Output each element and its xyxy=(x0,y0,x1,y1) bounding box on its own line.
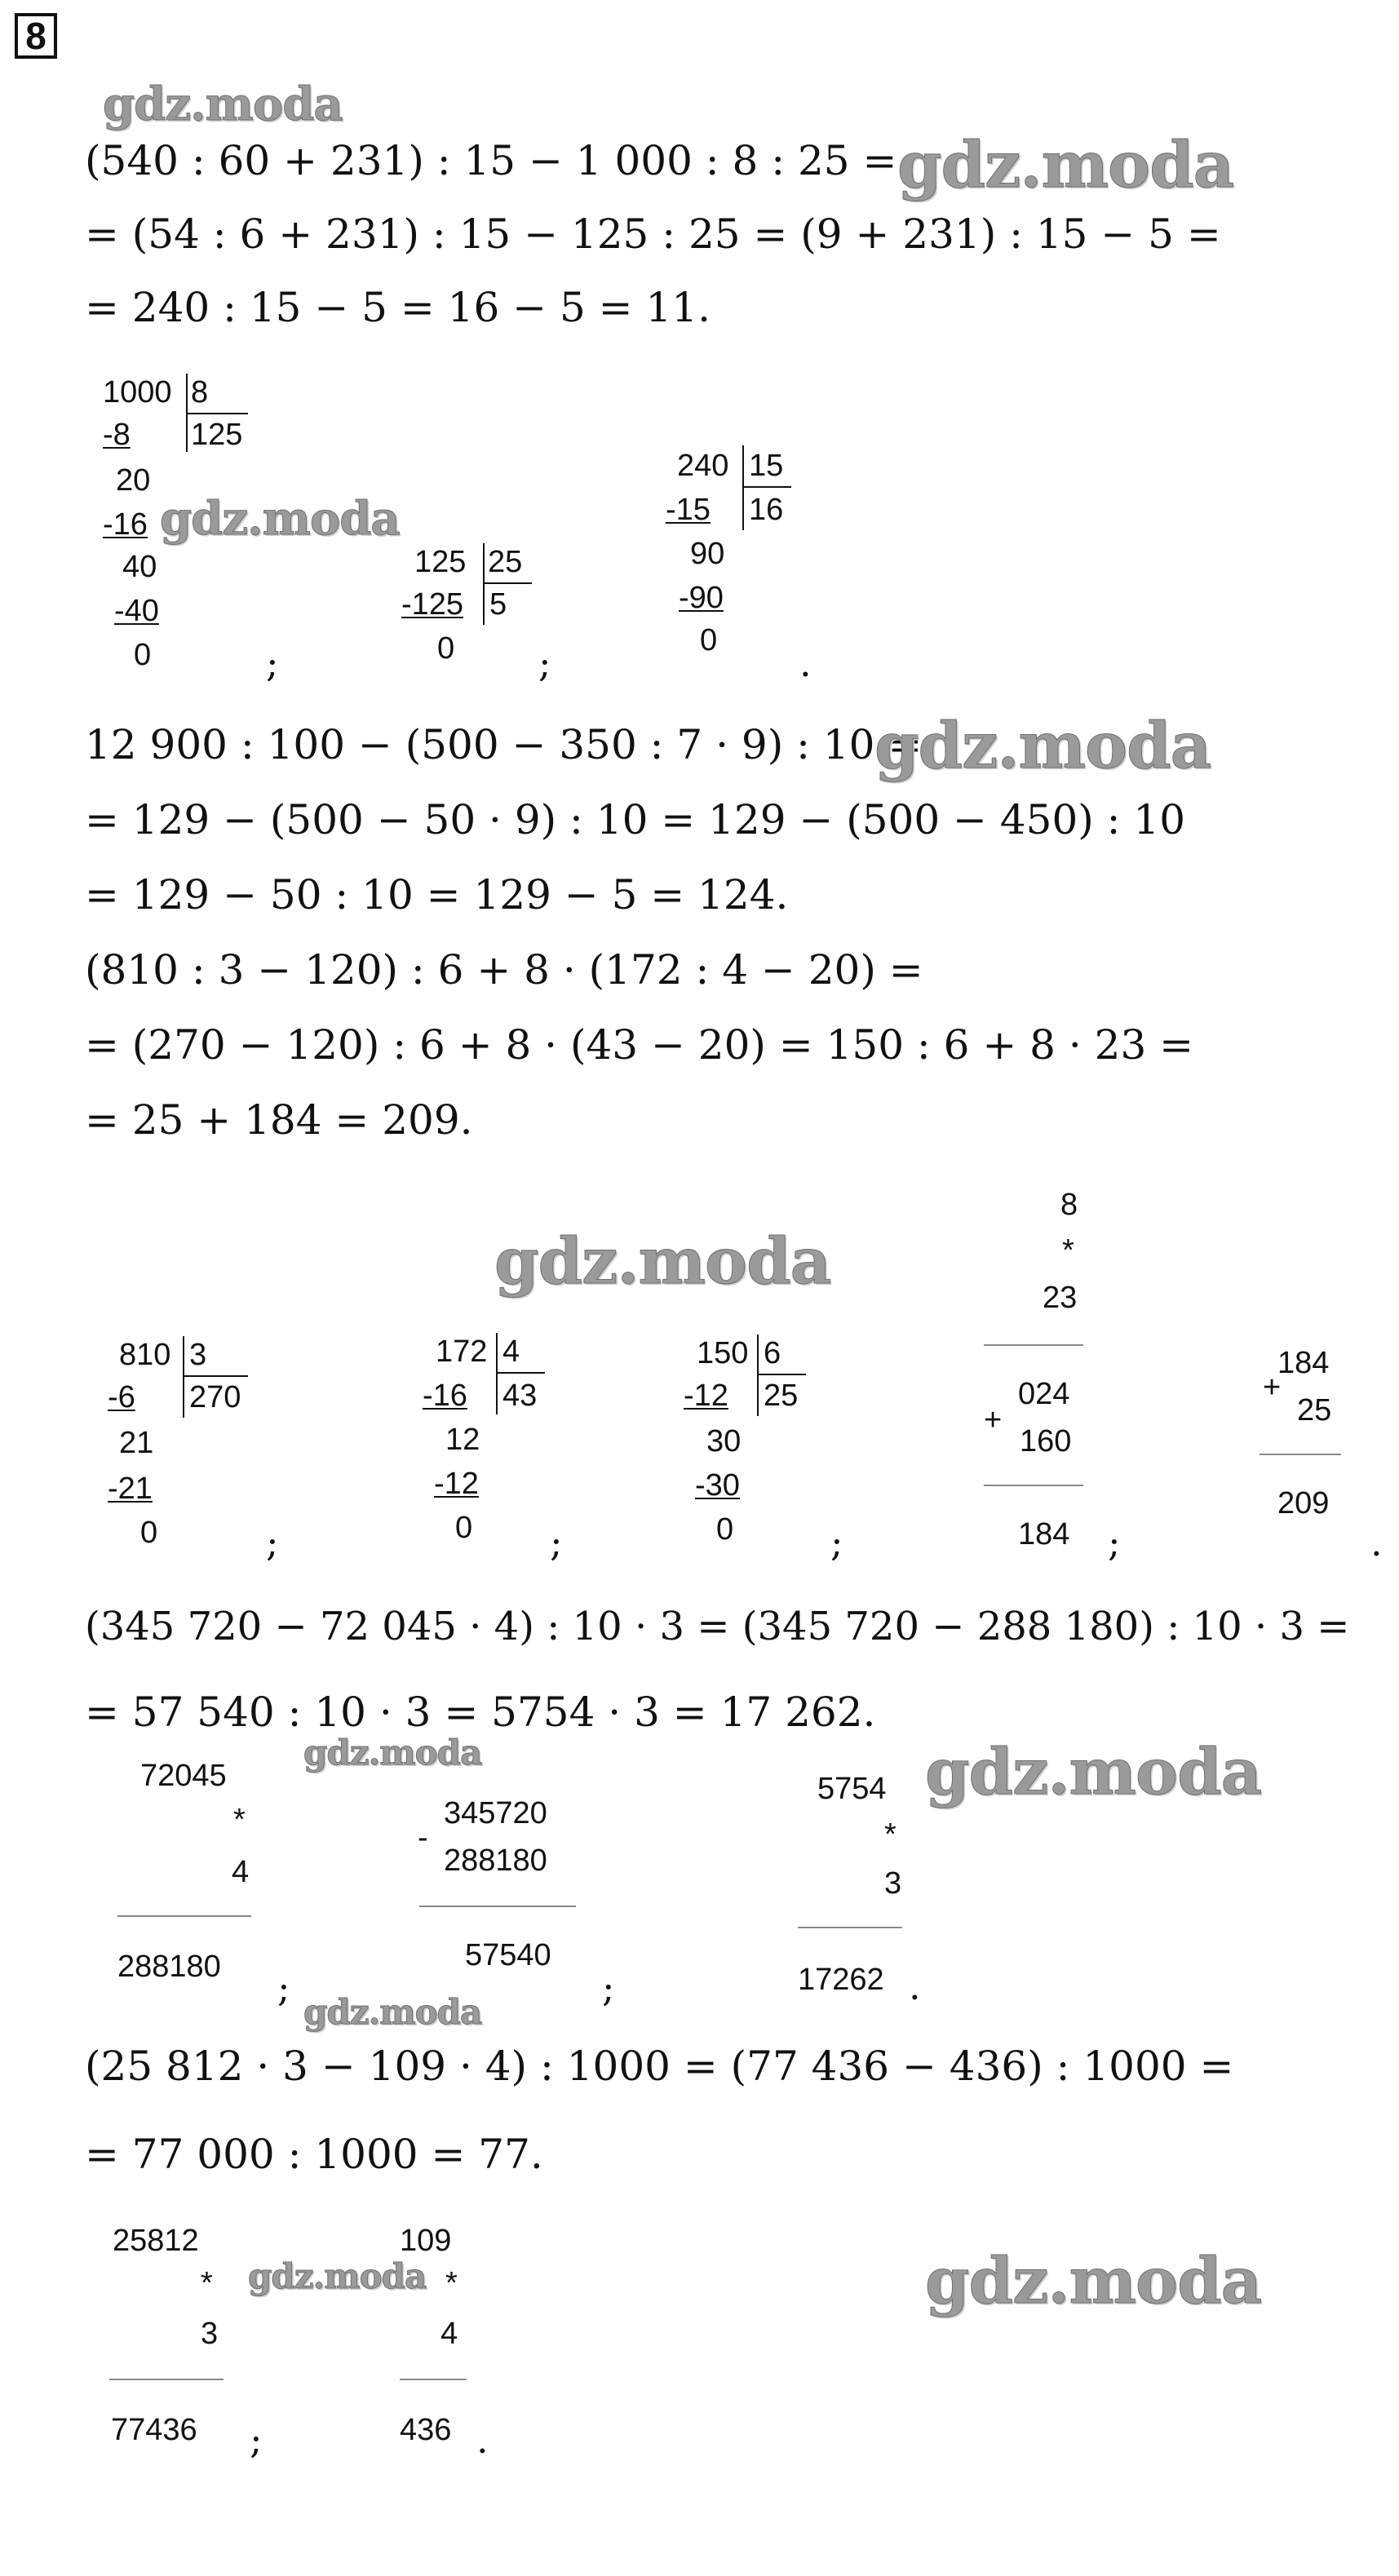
dividend: 1000 xyxy=(103,375,172,409)
dividend: 172 xyxy=(436,1334,488,1369)
subtract: -125 xyxy=(401,587,464,622)
product: 17262 xyxy=(798,1963,884,1997)
addend: 25 xyxy=(1297,1393,1332,1427)
divisor: 15 xyxy=(749,449,784,483)
factor: 23 xyxy=(1043,1281,1078,1315)
watermark-logo: gdz.moda xyxy=(303,1733,482,1773)
equation-line-7: (810 : 3 − 120) : 6 + 8 · (172 : 4 − 20) = xyxy=(85,946,923,994)
remainder: 12 xyxy=(445,1423,480,1457)
factor: 109 xyxy=(400,2224,452,2258)
equation-line-10: (345 720 − 72 045 · 4) : 10 · 3 = (345 720 − 288 180) : 10 · 3 = xyxy=(85,1604,1350,1649)
period: . xyxy=(1370,1520,1383,1565)
divisor: 3 xyxy=(189,1338,207,1372)
factor: 4 xyxy=(441,2317,458,2351)
subtract: -15 xyxy=(666,493,711,527)
task-number-badge: 8 xyxy=(15,13,57,59)
equation-line-11: = 57 540 : 10 · 3 = 5754 · 3 = 17 262. xyxy=(85,1689,876,1736)
divisor: 25 xyxy=(488,545,523,579)
difference: 57540 xyxy=(465,1938,551,1972)
operator: * xyxy=(884,1817,897,1852)
remainder: 0 xyxy=(700,623,718,657)
remainder: 30 xyxy=(706,1424,742,1458)
period: . xyxy=(476,2418,489,2462)
plus-sign: + xyxy=(1263,1370,1282,1405)
semicolon: ; xyxy=(266,641,279,685)
remainder: 0 xyxy=(455,1511,473,1545)
subtract: -12 xyxy=(434,1467,479,1501)
semicolon: ; xyxy=(550,1520,563,1565)
watermark-logo: gdz.moda xyxy=(160,492,400,546)
factor: 3 xyxy=(884,1866,902,1901)
semicolon: ; xyxy=(830,1520,843,1565)
remainder: 0 xyxy=(437,631,455,666)
product: 184 xyxy=(1018,1517,1070,1551)
subtract: -16 xyxy=(103,507,148,542)
equation-line-12: (25 812 · 3 − 109 · 4) : 1000 = (77 436 − 436) : 1000 = xyxy=(85,2043,1234,2090)
equation-line-4: 12 900 : 100 − (500 − 350 : 7 · 9) : 10 = xyxy=(85,721,923,768)
divisor: 4 xyxy=(502,1334,520,1369)
watermark-logo: gdz.moda xyxy=(925,1735,1262,1809)
plus-sign: + xyxy=(984,1403,1003,1437)
partial-product: 024 xyxy=(1018,1377,1070,1411)
subtract: -40 xyxy=(114,594,159,628)
equation-line-8: = (270 − 120) : 6 + 8 · (43 − 20) = 150 : 6 + 8 · 23 = xyxy=(85,1021,1194,1069)
semicolon: ; xyxy=(1108,1520,1121,1565)
dividend: 125 xyxy=(414,545,467,579)
quotient: 16 xyxy=(749,493,784,527)
remainder: 21 xyxy=(119,1426,154,1460)
product: 77436 xyxy=(111,2413,197,2447)
period: . xyxy=(799,641,812,685)
semicolon: ; xyxy=(538,641,551,685)
subtract: -6 xyxy=(108,1380,135,1414)
addend: 184 xyxy=(1277,1346,1330,1380)
watermark-logo: gdz.moda xyxy=(874,709,1211,783)
quotient: 270 xyxy=(189,1380,241,1414)
equation-line-9: = 25 + 184 = 209. xyxy=(85,1096,473,1144)
sum: 209 xyxy=(1277,1486,1330,1520)
quotient: 43 xyxy=(502,1379,538,1413)
operator: * xyxy=(233,1803,246,1837)
quotient: 5 xyxy=(489,587,507,622)
quotient: 125 xyxy=(191,418,243,452)
subtract: -12 xyxy=(684,1379,728,1413)
factor: 3 xyxy=(201,2317,219,2351)
factor: 72045 xyxy=(140,1759,227,1793)
factor: 25812 xyxy=(113,2224,199,2258)
dividend: 810 xyxy=(119,1338,171,1372)
subtract: -16 xyxy=(423,1379,467,1413)
factor: 8 xyxy=(1060,1188,1078,1222)
period: . xyxy=(909,1964,921,2008)
partial-product: 160 xyxy=(1020,1424,1072,1458)
operator: * xyxy=(445,2266,458,2300)
factor: 5754 xyxy=(817,1772,887,1806)
subtrahend: 288180 xyxy=(444,1843,547,1878)
subtract: -8 xyxy=(103,418,131,452)
remainder: 0 xyxy=(134,638,152,672)
equation-line-6: = 129 − 50 : 10 = 129 − 5 = 124. xyxy=(85,871,789,918)
semicolon: ; xyxy=(277,1966,290,2010)
product: 288180 xyxy=(117,1950,221,1984)
minuend: 345720 xyxy=(444,1796,547,1830)
remainder: 90 xyxy=(690,537,725,571)
divisor: 6 xyxy=(764,1336,781,1370)
remainder: 20 xyxy=(116,463,151,498)
remainder: 0 xyxy=(716,1512,734,1547)
remainder: 40 xyxy=(122,550,157,584)
watermark-logo: gdz.moda xyxy=(103,77,343,131)
watermark-logo: gdz.moda xyxy=(303,1992,482,2032)
subtract: -30 xyxy=(695,1468,740,1503)
dividend: 150 xyxy=(697,1336,749,1370)
equation-line-2: = (54 : 6 + 231) : 15 − 125 : 25 = (9 + 231) : 15 − 5 = xyxy=(85,210,1221,258)
semicolon: ; xyxy=(250,2418,263,2462)
quotient: 25 xyxy=(764,1379,799,1413)
subtract: -90 xyxy=(679,581,724,615)
equation-line-5: = 129 − (500 − 50 · 9) : 10 = 129 − (500 − 450) : 10 xyxy=(85,796,1186,843)
dividend: 240 xyxy=(677,449,729,483)
semicolon: ; xyxy=(602,1966,615,2010)
remainder: 0 xyxy=(140,1516,158,1550)
subtract: -21 xyxy=(108,1472,153,1506)
operator: * xyxy=(201,2266,213,2300)
watermark-logo: gdz.moda xyxy=(248,2256,427,2296)
factor: 4 xyxy=(232,1855,250,1889)
watermark-logo: gdz.moda xyxy=(494,1224,831,1299)
product: 436 xyxy=(400,2413,452,2447)
operator: * xyxy=(1062,1233,1074,1268)
equation-line-1: (540 : 60 + 231) : 15 − 1 000 : 8 : 25 = xyxy=(85,137,897,184)
divisor: 8 xyxy=(191,375,209,409)
equation-line-13: = 77 000 : 1000 = 77. xyxy=(85,2131,543,2178)
equation-line-3: = 240 : 15 − 5 = 16 − 5 = 11. xyxy=(85,284,711,331)
watermark-logo: gdz.moda xyxy=(925,2244,1262,2318)
minus-sign: - xyxy=(418,1821,428,1855)
watermark-logo: gdz.moda xyxy=(897,128,1234,202)
semicolon: ; xyxy=(266,1520,279,1565)
